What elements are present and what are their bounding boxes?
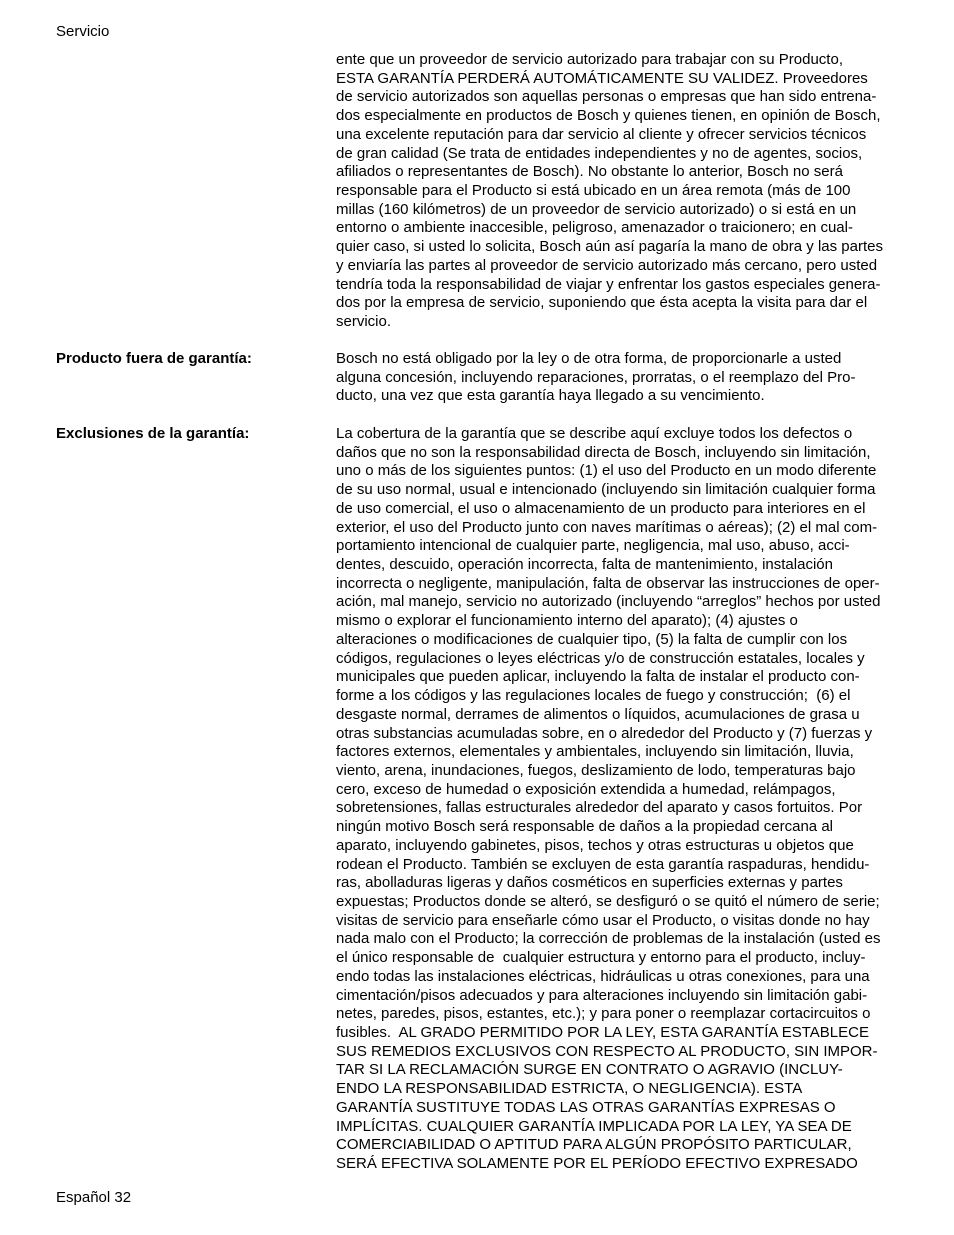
text-line: ras, abolladuras ligeras y daños cosméticos en superficies externas y partes	[336, 874, 843, 892]
text-line: y enviaría las partes al proveedor de servicio autorizado más cercano, pero usted	[336, 256, 878, 274]
text-line: de servicio autorizados son aquellas personas o empresas que han sido entrena-	[336, 88, 877, 106]
text-line: una excelente reputación para dar servicio al cliente y ofrecer servicios técnicos	[336, 125, 867, 143]
text-line: servicio.	[336, 313, 392, 331]
text-line: factores externos, elementales y ambientales, incluyendo sin limitación, lluvia,	[336, 743, 854, 761]
text-line: aparato, incluyendo gabinetes, pisos, techos y otras estructuras u objetos que	[336, 836, 854, 854]
text-line: SUS REMEDIOS EXCLUSIVOS CON RESPECTO AL PRODUCTO, SIN IMPOR-	[336, 1042, 878, 1060]
text-line: de uso comercial, el uso o almacenamiento de un producto para interiores en el	[336, 499, 866, 517]
text-line: exterior, el uso del Producto junto con naves marítimas o aéreas); (2) el mal com-	[336, 518, 878, 536]
text-line: viento, arena, inundaciones, fuegos, deslizamiento de lodo, temperaturas bajo	[336, 761, 856, 779]
text-line: ente que un proveedor de servicio autorizado para trabajar con su Producto,	[336, 51, 843, 68]
text-line: COMERCIABILIDAD O APTITUD PARA ALGÚN PROPÓSITO PARTICULAR,	[336, 1136, 852, 1154]
text-line: ación, mal manejo, servicio no autorizado (incluyendo “arreglos” hechos por usted	[336, 593, 881, 611]
text-line: el único responsable de cualquier estructura y entorno para el producto, incluy-	[336, 949, 866, 967]
page-footer: Español 32	[56, 1189, 132, 1206]
text-line: dos especialmente en productos de Bosch y quienes tienen, en opinión de Bosch,	[336, 107, 881, 125]
text-line: Bosch no está obligado por la ley o de otra forma, de proporcionarle a usted	[336, 350, 842, 367]
text-line: expuestas; Productos donde se alteró, se desfiguró o se quitó el número de serie;	[336, 892, 880, 910]
text-line: sobretensiones, fallas estructurales alrededor del aparato y casos fortuitos. Por	[336, 799, 863, 817]
warranty-exclusions-label: Exclusiones de la garantía:	[56, 425, 250, 442]
text-line: alteraciones o modificaciones de cualquier tipo, (5) la falta de cumplir con los	[336, 630, 848, 648]
text-line: rodean el Producto. También se excluyen de esta garantía raspaduras, hendidu-	[336, 855, 870, 873]
text-line: códigos, regulaciones o leyes eléctricas y/o de construcción estatales, locales y	[336, 649, 865, 667]
text-line: nada malo con el Producto; la corrección de problemas de la instalación (usted es	[336, 930, 881, 948]
text-line: entorno o ambiente inaccesible, peligroso, amenazador o traicionero; en cual-	[336, 219, 853, 237]
text-line: cero, exceso de humedad o exposición extendida a humedad, relámpagos,	[336, 780, 836, 798]
text-line: fusibles. AL GRADO PERMITIDO POR LA LEY, ESTA GARANTÍA ESTABLECE	[336, 1024, 869, 1041]
text-line: responsable para el Producto si está ubicado en un área remota (más de 100	[336, 182, 851, 200]
text-line: dentes, descuido, operación incorrecta, falta de mantenimiento, instalación	[336, 556, 833, 574]
text-line: IMPLÍCITAS. CUALQUIER GARANTÍA IMPLICADA POR LA LEY, YA SEA DE	[336, 1117, 852, 1135]
continuation-paragraph	[336, 51, 904, 332]
text-line: uno o más de los siguientes puntos: (1) el uso del Producto en un modo diferente	[336, 462, 877, 480]
text-line: endo todas las instalaciones eléctricas, hidráulicas u otras conexiones, para una	[336, 967, 870, 985]
text-line: La cobertura de la garantía que se describe aquí excluye todos los defectos o	[336, 425, 853, 442]
text-line: portamiento intencional de cualquier parte, negligencia, mal uso, abuso, acci-	[336, 537, 850, 555]
text-line: dos por la empresa de servicio, suponiendo que ésta acepta la visita para dar el	[336, 294, 868, 312]
text-line: millas (160 kilómetros) de un proveedor de servicio autorizado) o si está en un	[336, 200, 857, 218]
text-line: de gran calidad (Se trata de entidades independientes y no de agentes, socios,	[336, 144, 863, 162]
text-line: de su uso normal, usual e intencionado (incluyendo sin limitación cualquier forma	[336, 481, 876, 499]
out-of-warranty-paragraph	[336, 350, 904, 406]
text-line: forme a los códigos y las regulaciones locales de fuego y construcción; (6) el	[336, 687, 851, 705]
warranty-exclusions-paragraph	[336, 425, 904, 1174]
text-line: TAR SI LA RECLAMACIÓN SURGE EN CONTRATO O AGRAVIO (INCLUY-	[336, 1061, 843, 1079]
text-line: mismo o explorar el funcionamiento interno del aparato); (4) ajustes o	[336, 612, 798, 630]
text-line: GARANTÍA SUSTITUYE TODAS LAS OTRAS GARANTÍAS EXPRESAS O	[336, 1098, 836, 1116]
text-line: SERÁ EFECTIVA SOLAMENTE POR EL PERÍODO EFECTIVO EXPRESADO	[336, 1155, 858, 1173]
text-line: ESTA GARANTÍA PERDERÁ AUTOMÁTICAMENTE SU VALIDEZ. Proveedores	[336, 69, 868, 87]
text-line: quier caso, si usted lo solicita, Bosch aún así pagaría la mano de obra y las partes	[336, 238, 883, 256]
text-line: cimentación/pisos adecuados y para alteraciones incluyendo sin limitación gabi-	[336, 986, 868, 1004]
text-line: ningún motivo Bosch será responsable de daños a la propiedad cercana al	[336, 818, 833, 836]
text-line: ducto, una vez que esta garantía haya llegado a su vencimiento.	[336, 387, 765, 405]
text-line: incorrecta o negligente, manipulación, falta de observar las instrucciones de oper-	[336, 574, 880, 592]
text-line: daños que no son la responsabilidad directa de Bosch, incluyendo sin limitación,	[336, 443, 871, 461]
text-line: afiliados o representantes de Bosch). No obstante lo anterior, Bosch no será	[336, 163, 843, 181]
text-line: tendría toda la responsabilidad de viajar y enfrentar los gastos especiales genera-	[336, 275, 881, 293]
text-line: alguna concesión, incluyendo reparaciones, prorratas, o el reemplazo del Pro-	[336, 368, 856, 386]
text-line: municipales que pueden aplicar, incluyendo la falta de instalar el producto con-	[336, 668, 860, 686]
text-line: otras substancias acumuladas sobre, en o alrededor del Producto y (7) fuerzas y	[336, 724, 873, 742]
out-of-warranty-label: Producto fuera de garantía:	[56, 350, 252, 367]
text-line: ENDO LA RESPONSABILIDAD ESTRICTA, O NEGLIGENCIA). ESTA	[336, 1080, 803, 1098]
text-line: visitas de servicio para enseñarle cómo usar el Producto, o visitas donde no hay	[336, 911, 870, 929]
text-line: netes, paredes, pisos, estantes, etc.); y para poner o reemplazar cortacircuitos o	[336, 1005, 871, 1023]
page-section-header: Servicio	[56, 23, 110, 40]
text-line: desgaste normal, derrames de alimentos o líquidos, acumulaciones de grasa u	[336, 705, 860, 723]
